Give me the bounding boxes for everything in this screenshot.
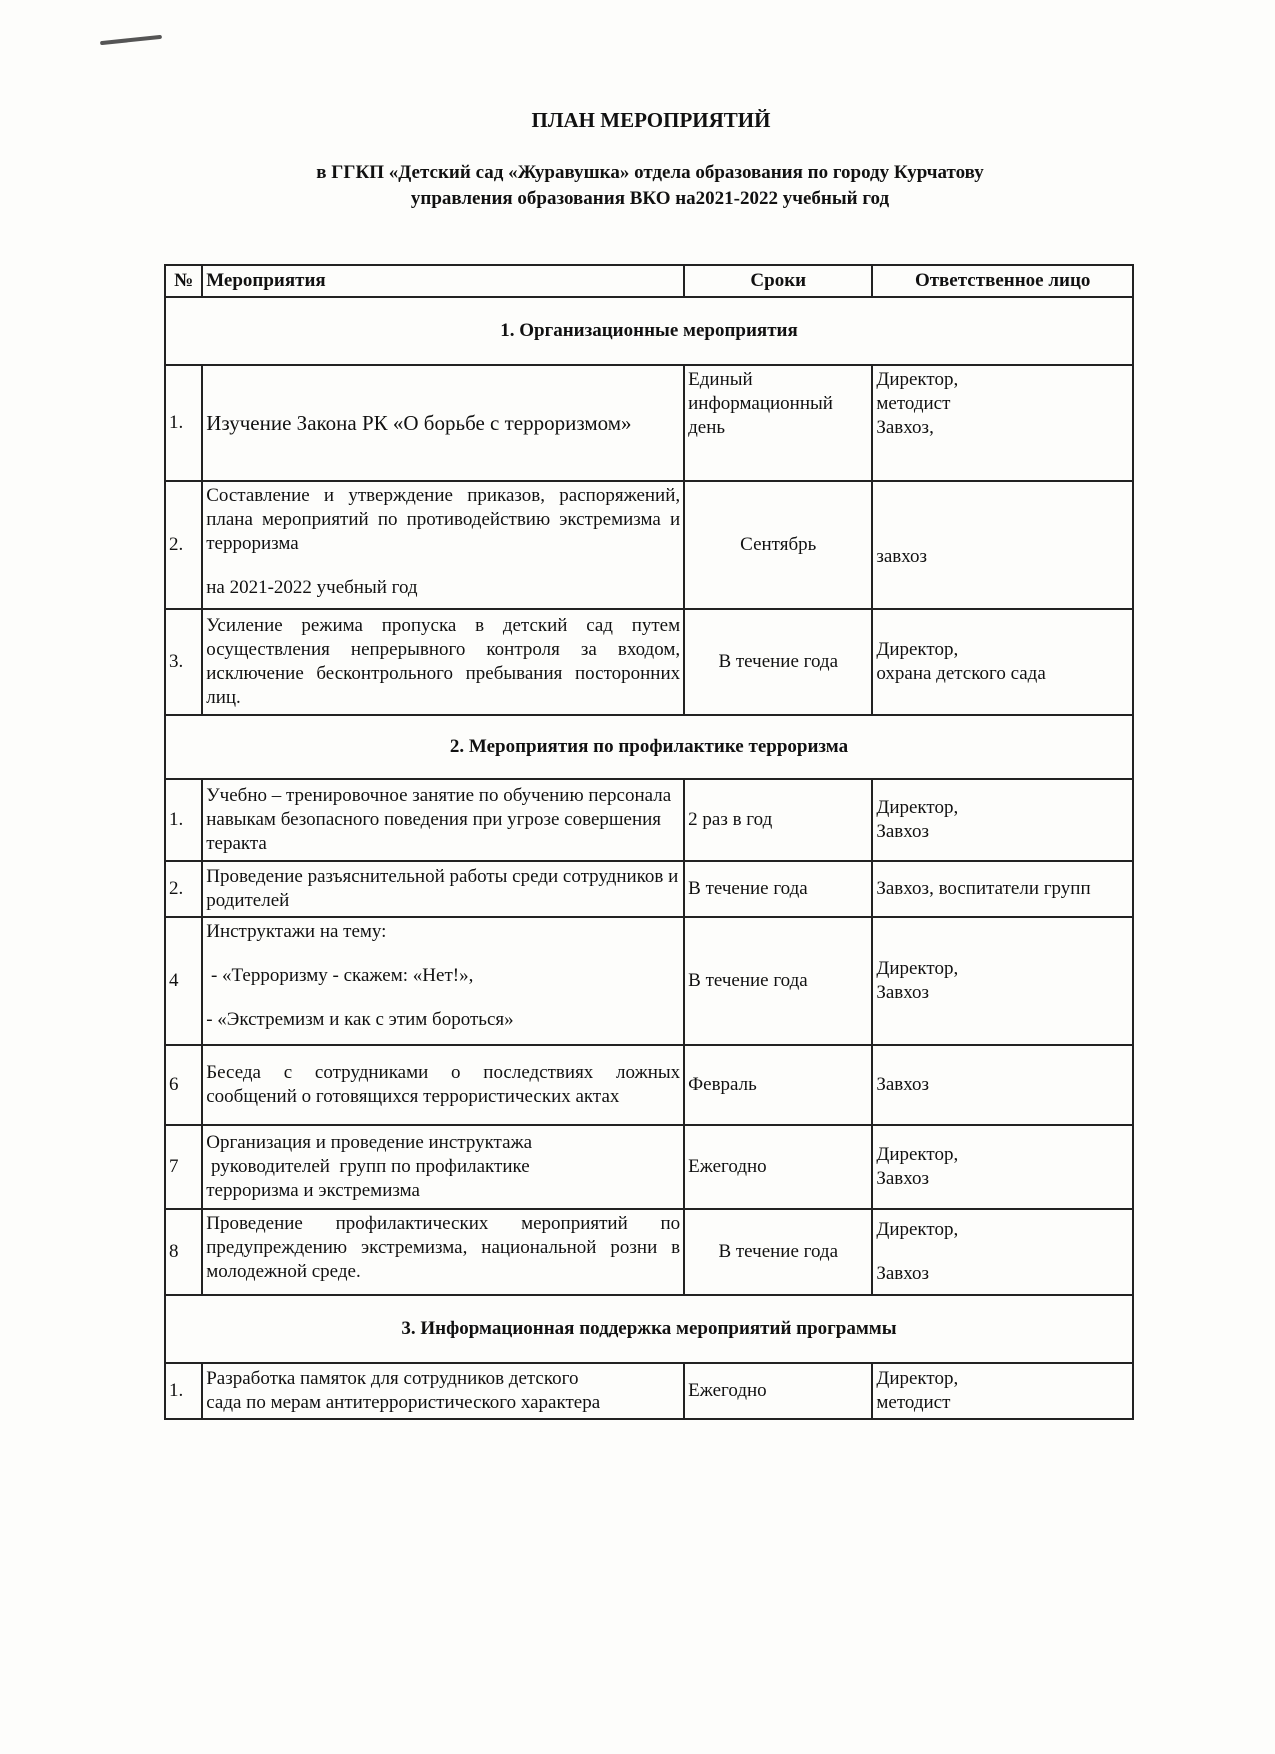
row-number: 4	[165, 917, 202, 1045]
table-row	[165, 1045, 1133, 1125]
row-number: 1.	[165, 365, 202, 481]
event-text: на 2021-2022 учебный год	[206, 577, 418, 598]
row-date: Ежегодно	[684, 1363, 872, 1419]
responsible-line: Завхоз	[876, 982, 930, 1003]
row-event: Беседа с сотрудниками о последствиях ложных сообщений о готовящихся террористических актах	[202, 1045, 684, 1125]
scan-mark	[100, 35, 162, 45]
row-responsible	[872, 917, 1133, 1045]
responsible-line: Завхоз,	[876, 417, 934, 438]
row-date: В течение года	[684, 1209, 872, 1295]
row-number: 1.	[165, 779, 202, 861]
row-responsible: завхоз	[872, 481, 1133, 609]
row-date: В течение года	[684, 609, 872, 715]
header-event: Мероприятия	[202, 265, 684, 297]
responsible-line: Завхоз	[876, 1263, 930, 1284]
row-event: Учебно – тренировочное занятие по обучению персонала навыкам безопасного поведения при угрозе совершения теракта	[202, 779, 684, 861]
event-text: Разработка памяток для сотрудников детского	[206, 1368, 579, 1389]
responsible-line: Директор,	[876, 1144, 959, 1165]
row-date: Февраль	[684, 1045, 872, 1125]
responsible-line: охрана детского сада	[876, 663, 1046, 684]
table-row	[165, 365, 1133, 481]
section-title: 1. Организационные мероприятия	[165, 297, 1133, 365]
event-text: терроризма и экстремизма	[206, 1180, 420, 1201]
header-resp: Ответственное лицо	[872, 265, 1133, 297]
row-event	[202, 1125, 684, 1209]
responsible-line: методист	[876, 393, 951, 414]
row-number: 1.	[165, 1363, 202, 1419]
row-event	[202, 917, 684, 1045]
row-responsible: Завхоз	[872, 1045, 1133, 1125]
responsible-line: Директор,	[876, 1219, 959, 1240]
row-event: Проведение разъяснительной работы среди сотрудников и родителей	[202, 861, 684, 917]
row-number: 2.	[165, 861, 202, 917]
responsible-line: Завхоз	[876, 821, 930, 842]
event-text: руководителей групп по профилактике	[206, 1156, 530, 1177]
row-responsible	[872, 779, 1133, 861]
table-row	[165, 861, 1133, 917]
event-text: Организация и проведение инструктажа	[206, 1132, 533, 1153]
event-text: - «Терроризму - скажем: «Нет!»,	[206, 965, 474, 986]
page-title: ПЛАН МЕРОПРИЯТИЙ	[531, 108, 771, 132]
section-title: 2. Мероприятия по профилактике терроризма	[165, 715, 1133, 779]
row-event: Усиление режима пропуска в детский сад путем осуществления непрерывного контроля за входом, исключение бесконтрольного пребывания посторонних лиц.	[202, 609, 684, 715]
responsible-line: Директор,	[876, 958, 959, 979]
section-row	[165, 715, 1133, 779]
table-row	[165, 1209, 1133, 1295]
row-date: 2 раз в год	[684, 779, 872, 861]
table-header-row	[165, 265, 1133, 297]
row-responsible	[872, 365, 1133, 481]
table-row	[165, 779, 1133, 861]
subtitle-line-2: управления образования ВКО на2021-2022 учебный год	[410, 188, 890, 209]
row-event: Проведение профилактических мероприятий по предупреждению экстремизма, национальной розни в молодежной среде.	[202, 1209, 684, 1295]
table-row	[165, 481, 1133, 609]
row-number: 2.	[165, 481, 202, 609]
table-row	[165, 917, 1133, 1045]
plan-table	[164, 264, 1134, 1420]
row-date: Сентябрь	[684, 481, 872, 609]
row-responsible	[872, 609, 1133, 715]
event-text: Составление и утверждение приказов, распоряжений, плана мероприятий по противодействию экстремизма и терроризма	[206, 485, 681, 554]
responsible-line: Завхоз	[876, 1168, 930, 1189]
row-event: Изучение Закона РК «О борьбе с терроризмом»	[202, 365, 684, 481]
table-row	[165, 609, 1133, 715]
row-responsible	[872, 1363, 1133, 1419]
section-row	[165, 1295, 1133, 1363]
row-date: Ежегодно	[684, 1125, 872, 1209]
row-number: 3.	[165, 609, 202, 715]
row-event	[202, 1363, 684, 1419]
responsible-line: Директор,	[876, 797, 959, 818]
event-text: - «Экстремизм и как с этим бороться»	[206, 1009, 514, 1030]
subtitle-line-1: в ГГКП «Детский сад «Журавушка» отдела образования по городу Курчатову	[316, 162, 984, 183]
event-text: Инструктажи на тему:	[206, 921, 387, 942]
responsible-line: Директор,	[876, 639, 959, 660]
row-number: 8	[165, 1209, 202, 1295]
row-number: 6	[165, 1045, 202, 1125]
event-text: сада по мерам антитеррористического характера	[206, 1392, 601, 1413]
row-number: 7	[165, 1125, 202, 1209]
section-title: 3. Информационная поддержка мероприятий программы	[165, 1295, 1133, 1363]
row-responsible	[872, 1209, 1133, 1295]
section-row	[165, 297, 1133, 365]
header-date: Сроки	[684, 265, 872, 297]
responsible-line: методист	[876, 1392, 951, 1413]
row-responsible: Завхоз, воспитатели групп	[872, 861, 1133, 917]
row-date: В течение года	[684, 917, 872, 1045]
page-subtitle	[250, 160, 1050, 212]
row-date: В течение года	[684, 861, 872, 917]
table-row	[165, 1363, 1133, 1419]
table-row	[165, 1125, 1133, 1209]
row-date: Единый информационный день	[684, 365, 872, 481]
header-no: №	[165, 265, 202, 297]
row-event	[202, 481, 684, 609]
row-responsible	[872, 1125, 1133, 1209]
responsible-line: Директор,	[876, 1368, 959, 1389]
responsible-line: Директор,	[876, 369, 959, 390]
